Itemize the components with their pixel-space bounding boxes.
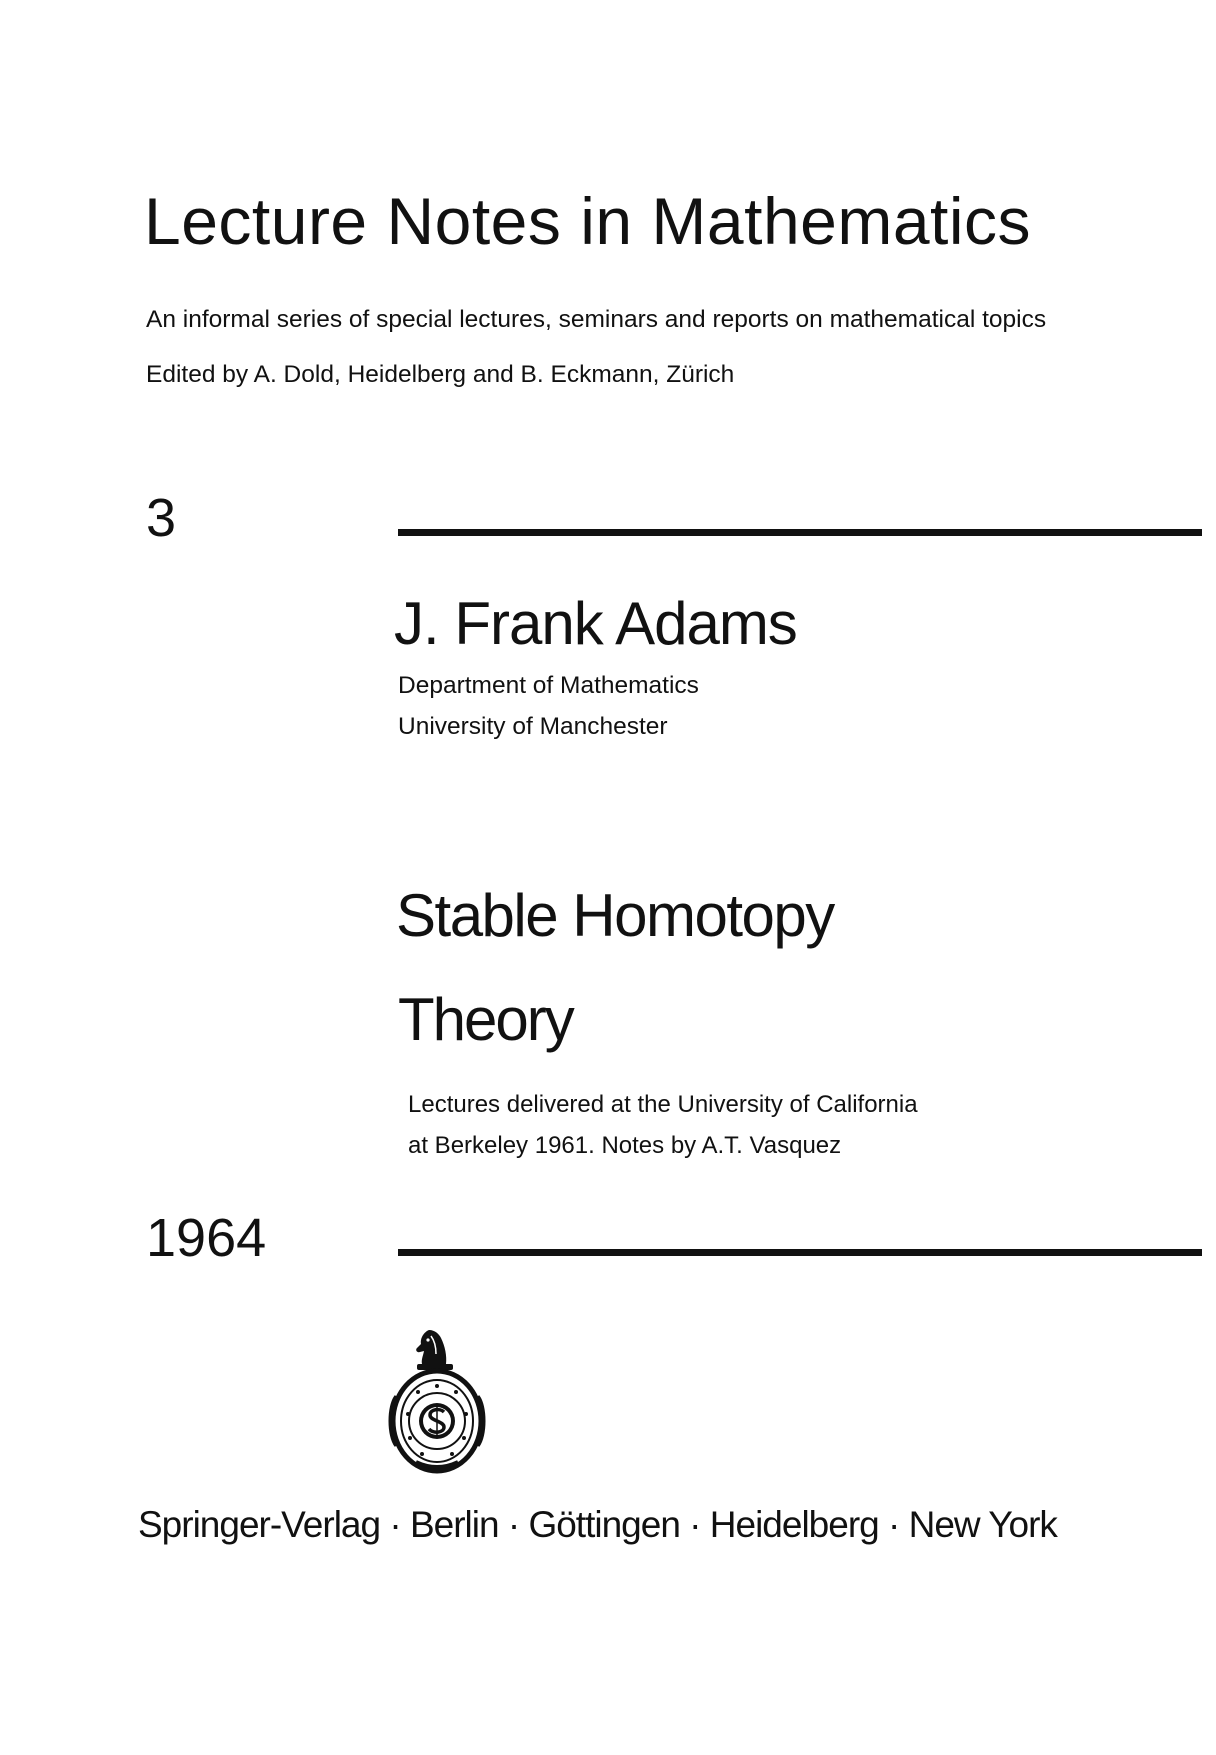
top-divider-rule — [398, 529, 1202, 536]
publication-year: 1964 — [146, 1208, 267, 1268]
volume-number: 3 — [146, 488, 177, 548]
series-editors: Edited by A. Dold, Heidelberg and B. Eckmann, Zürich — [146, 361, 735, 388]
book-title-line-1: Stable Homotopy — [396, 882, 834, 949]
lectures-note-line-1: Lectures delivered at the University of California — [408, 1091, 918, 1118]
book-title-line-2: Theory — [398, 986, 573, 1053]
springer-knight-seal-icon — [384, 1326, 490, 1476]
publisher-line: Springer-Verlag · Berlin · Göttingen · Heidelberg · New York — [138, 1504, 1057, 1545]
bottom-divider-rule — [398, 1249, 1202, 1256]
author-university: University of Manchester — [398, 713, 668, 740]
author-name: J. Frank Adams — [394, 590, 797, 657]
series-subtitle: An informal series of special lectures, seminars and reports on mathematical topics — [146, 306, 1047, 333]
lectures-note-line-2: at Berkeley 1961. Notes by A.T. Vasquez — [408, 1132, 842, 1159]
series-title: Lecture Notes in Mathematics — [144, 184, 1032, 258]
author-department: Department of Mathematics — [398, 672, 699, 699]
